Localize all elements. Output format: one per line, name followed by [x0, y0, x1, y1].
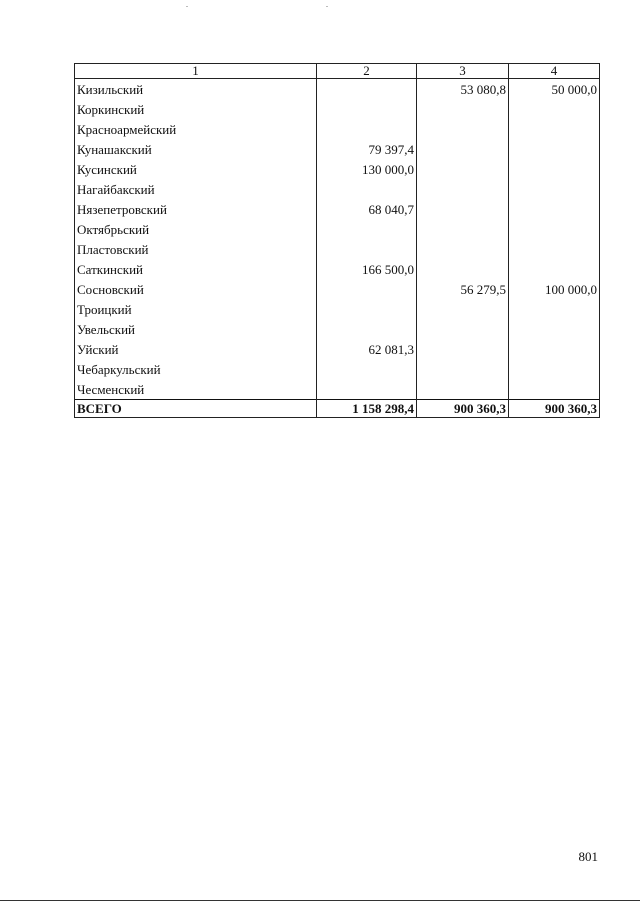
district-name-cell: Коркинский: [75, 99, 317, 119]
district-name-cell: Кизильский: [75, 79, 317, 100]
value-cell-col4: [509, 359, 600, 379]
table-row: [75, 379, 600, 400]
table-total-row: [75, 400, 600, 418]
value-cell-col2: 68 040,7: [317, 199, 417, 219]
value-cell-col4: [509, 259, 600, 279]
value-cell-col2: [317, 379, 417, 400]
total-label: ВСЕГО: [75, 400, 317, 418]
column-header: 3: [417, 64, 509, 79]
value-cell-col2: 166 500,0: [317, 259, 417, 279]
table-row: [75, 319, 600, 339]
value-cell-col3: [417, 379, 509, 400]
value-cell-col4: [509, 199, 600, 219]
district-name-cell: Саткинский: [75, 259, 317, 279]
value-cell-col3: [417, 139, 509, 159]
value-cell-col3: [417, 239, 509, 259]
table-row: [75, 79, 600, 100]
table-row: [75, 239, 600, 259]
value-cell-col4: [509, 299, 600, 319]
bottom-rule: [0, 900, 640, 901]
value-cell-col3: [417, 119, 509, 139]
table-row: [75, 179, 600, 199]
value-cell-col3: 53 080,8: [417, 79, 509, 100]
value-cell-col3: [417, 319, 509, 339]
district-name-cell: Сосновский: [75, 279, 317, 299]
value-cell-col4: [509, 219, 600, 239]
value-cell-col3: [417, 299, 509, 319]
value-cell-col2: [317, 359, 417, 379]
value-cell-col4: [509, 339, 600, 359]
table-row: [75, 119, 600, 139]
value-cell-col2: [317, 179, 417, 199]
table-row: [75, 339, 600, 359]
column-header: 4: [509, 64, 600, 79]
column-header: 1: [75, 64, 317, 79]
value-cell-col4: [509, 119, 600, 139]
value-cell-col2: 62 081,3: [317, 339, 417, 359]
table-header-row: [75, 64, 600, 79]
table-row: [75, 299, 600, 319]
district-name-cell: Октябрьский: [75, 219, 317, 239]
table-row: [75, 259, 600, 279]
table-row: [75, 139, 600, 159]
value-cell-col4: 50 000,0: [509, 79, 600, 100]
district-name-cell: Чесменский: [75, 379, 317, 400]
value-cell-col2: [317, 239, 417, 259]
value-cell-col2: [317, 319, 417, 339]
value-cell-col4: [509, 379, 600, 400]
district-name-cell: Чебаркульский: [75, 359, 317, 379]
district-name-cell: Уйский: [75, 339, 317, 359]
value-cell-col4: [509, 239, 600, 259]
total-value-col2: 1 158 298,4: [317, 400, 417, 418]
table-body: [75, 79, 600, 418]
value-cell-col3: 56 279,5: [417, 279, 509, 299]
district-name-cell: Нязепетровский: [75, 199, 317, 219]
district-name-cell: Кунашакский: [75, 139, 317, 159]
total-value-col3: 900 360,3: [417, 400, 509, 418]
value-cell-col4: 100 000,0: [509, 279, 600, 299]
page-number: 801: [578, 849, 598, 864]
value-cell-col3: [417, 179, 509, 199]
budget-table: [74, 63, 600, 418]
table-row: [75, 99, 600, 119]
table-row: [75, 219, 600, 239]
value-cell-col3: [417, 339, 509, 359]
value-cell-col2: 130 000,0: [317, 159, 417, 179]
value-cell-col2: [317, 279, 417, 299]
value-cell-col3: [417, 219, 509, 239]
value-cell-col3: [417, 159, 509, 179]
district-name-cell: Нагайбакский: [75, 179, 317, 199]
value-cell-col3: [417, 359, 509, 379]
value-cell-col4: [509, 319, 600, 339]
scan-mark: [186, 6, 188, 7]
value-cell-col4: [509, 159, 600, 179]
value-cell-col2: [317, 119, 417, 139]
value-cell-col2: [317, 219, 417, 239]
total-value-col4: 900 360,3: [509, 400, 600, 418]
district-name-cell: Пластовский: [75, 239, 317, 259]
district-name-cell: Красноармейский: [75, 119, 317, 139]
value-cell-col4: [509, 139, 600, 159]
value-cell-col4: [509, 99, 600, 119]
value-cell-col2: [317, 79, 417, 100]
district-name-cell: Кусинский: [75, 159, 317, 179]
table-row: [75, 199, 600, 219]
value-cell-col3: [417, 259, 509, 279]
value-cell-col4: [509, 179, 600, 199]
district-name-cell: Увельский: [75, 319, 317, 339]
value-cell-col2: [317, 299, 417, 319]
scan-mark: [326, 6, 328, 7]
value-cell-col2: 79 397,4: [317, 139, 417, 159]
table-row: [75, 359, 600, 379]
value-cell-col2: [317, 99, 417, 119]
district-name-cell: Троицкий: [75, 299, 317, 319]
value-cell-col3: [417, 199, 509, 219]
value-cell-col3: [417, 99, 509, 119]
table-row: [75, 159, 600, 179]
table-row: [75, 279, 600, 299]
column-header: 2: [317, 64, 417, 79]
